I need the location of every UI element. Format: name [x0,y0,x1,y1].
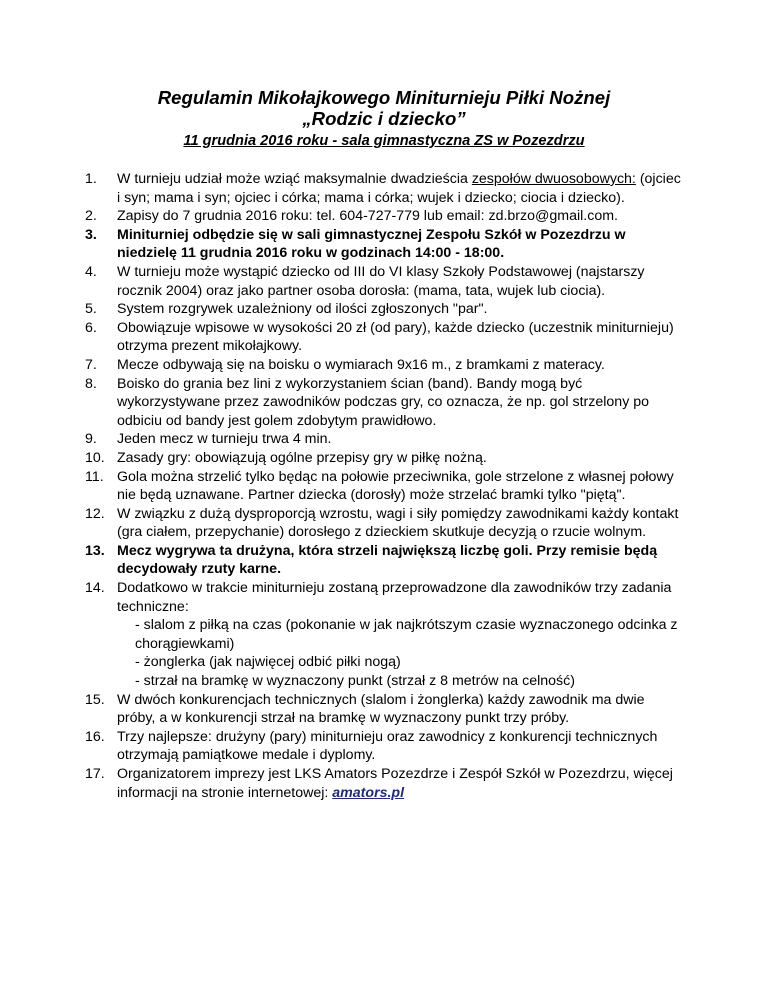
rule-number: 10. [85,449,105,466]
rule-number: 4. [85,263,97,280]
rule-number: 6. [85,319,97,336]
rule-item [0,375,683,431]
rule-number: 12. [85,505,105,522]
rule-item [0,263,683,300]
rule-number: 8. [85,375,97,392]
rule-item [0,300,683,319]
event-date-location: 11 grudnia 2016 roku - sala gimnastyczna ZS w Pozezdrzu [183,133,585,149]
rule-text: W związku z dużą dysproporcją wzrostu, wagi i siły pomiędzy zawodnikami każdy kontakt (gra ciałem, przepychanie) dorosłego z dzieckiem skutkuje decyzją o rzucie wolnym. [117,505,679,541]
rule-number: 5. [85,301,97,318]
rule-subitem: - żonglerka (jak najwięcej odbić piłki nogą) [135,654,401,671]
rule-item [0,449,683,468]
rule-subitem: - slalom z piłką na czas (pokonanie w jak najkrótszym czasie wyznaczonego odcinka z chorągiewkami) [135,617,678,652]
rule-text: Gola można strzelić tylko będąc na połowie przeciwnika, gole strzelone z własnej połowy nie będą uznawane. Partner dziecka (dorosły) może strzelać bramki tylko "piętą". [117,468,674,504]
rule-number: 11. [85,468,104,485]
rule-item [0,468,683,505]
rule-subitem: - strzał na bramkę w wyznaczony punkt (strzał z 8 metrów na celność) [135,673,575,690]
rule-text: Mecz wygrywa ta drużyna, która strzeli największą liczbę goli. Przy remisie będą decydowały rzuty karne. [117,542,658,578]
rule-number: 14. [85,580,105,597]
rule-number: 7. [85,356,97,373]
rule-item [0,579,683,691]
rule-text: W turnieju udział może wziąć maksymalnie dwadzieścia [117,171,472,187]
rule-number: 2. [85,208,97,225]
rule-text: (ojciec i syn; mama i syn; ojciec i córka; mama i córka; wujek i dziecko; ciocia i dziecko). [117,171,681,206]
rule-item [0,170,683,207]
rule-text: Trzy najlepsze: drużyny (pary) miniturnieju oraz zawodnicy z konkurencji technicznych otrzymają pamiątkowe medale i dyplomy. [117,728,658,764]
rule-text: Obowiązuje wpisowe w wysokości 20 zł (od pary), każde dziecko (uczestnik miniturnieju) otrzyma prezent mikołajkowy. [117,319,674,355]
website-link[interactable]: amators.pl [332,784,405,801]
rule-item [0,207,683,226]
rule-item [0,356,683,375]
rule-item [0,542,683,579]
rule-item [0,505,683,542]
rule-item [0,765,683,802]
rule-item [0,319,683,356]
rule-item [0,728,683,765]
rule-item [0,226,683,263]
rule-item [0,691,683,728]
rule-text: Mecze odbywają się na boisku o wymiarach 9x16 m., z bramkami z materacy. [117,356,605,373]
rule-text: Dodatkowo w trakcie miniturnieju zostaną przeprowadzone dla zawodników trzy zadania techniczne: [117,580,672,615]
rule-text: System rozgrywek uzależniony od ilości zgłoszonych "par". [117,301,488,318]
rule-number: 9. [85,431,97,448]
rule-number: 3. [85,226,97,243]
rule-text: Organizatorem imprezy jest LKS Amators Pozezdrze i Zespół Szkół w Pozezdrzu, więcej informacji na stronie internetowej: [117,766,673,801]
rule-number: 13. [85,542,105,559]
rule-text-underlined: zespołów dwuosobowych: [471,171,636,187]
rules-list [0,170,683,802]
rule-text: Zasady gry: obowiązują ogólne przepisy gry w piłkę nożną. [117,449,487,466]
rule-number: 1. [85,171,97,187]
rule-text: W dwóch konkurencjach technicznych (slalom i żonglerka) każdy zawodnik ma dwie próby, a w konkurencji strzał na bramkę w wyznaczony punkt trzy próby. [117,691,645,727]
rule-text: Boisko do grania bez lini z wykorzystaniem ścian (band). Bandy mogą być wykorzystywane przez zawodników podczas gry, co oznacza, że np. gol strzelony po odbiciu od bandy jest golem zdobytym prawidłowo. [117,375,650,429]
rule-number: 17. [85,766,105,782]
document-title: Regulamin Mikołajkowego Miniturnieju Piłki Nożnej [157,87,611,108]
rule-text: Jeden mecz w turnieju trwa 4 min. [117,431,332,448]
rule-number: 15. [85,691,105,708]
rule-item [0,430,683,449]
rule-text: Miniturniej odbędzie się w sali gimnastycznej Zespołu Szkół w Pozezdrzu w niedzielę 11 grudnia 2016 roku w godzinach 14:00 - 18:00. [117,226,626,262]
rule-number: 16. [85,728,105,745]
rule-text: W turnieju może wystąpić dziecko od III do VI klasy Szkoły Podstawowej (najstarszy rocznik 2004) oraz jako partner osoba dorosła: (mama, tata, wujek lub ciocia). [117,263,645,299]
document-title-subtitle: „Rodzic i dziecko” [302,108,466,129]
rule-text: Zapisy do 7 grudnia 2016 roku: tel. 604-727-779 lub email: zd.brzo@gmail.com. [117,208,618,225]
